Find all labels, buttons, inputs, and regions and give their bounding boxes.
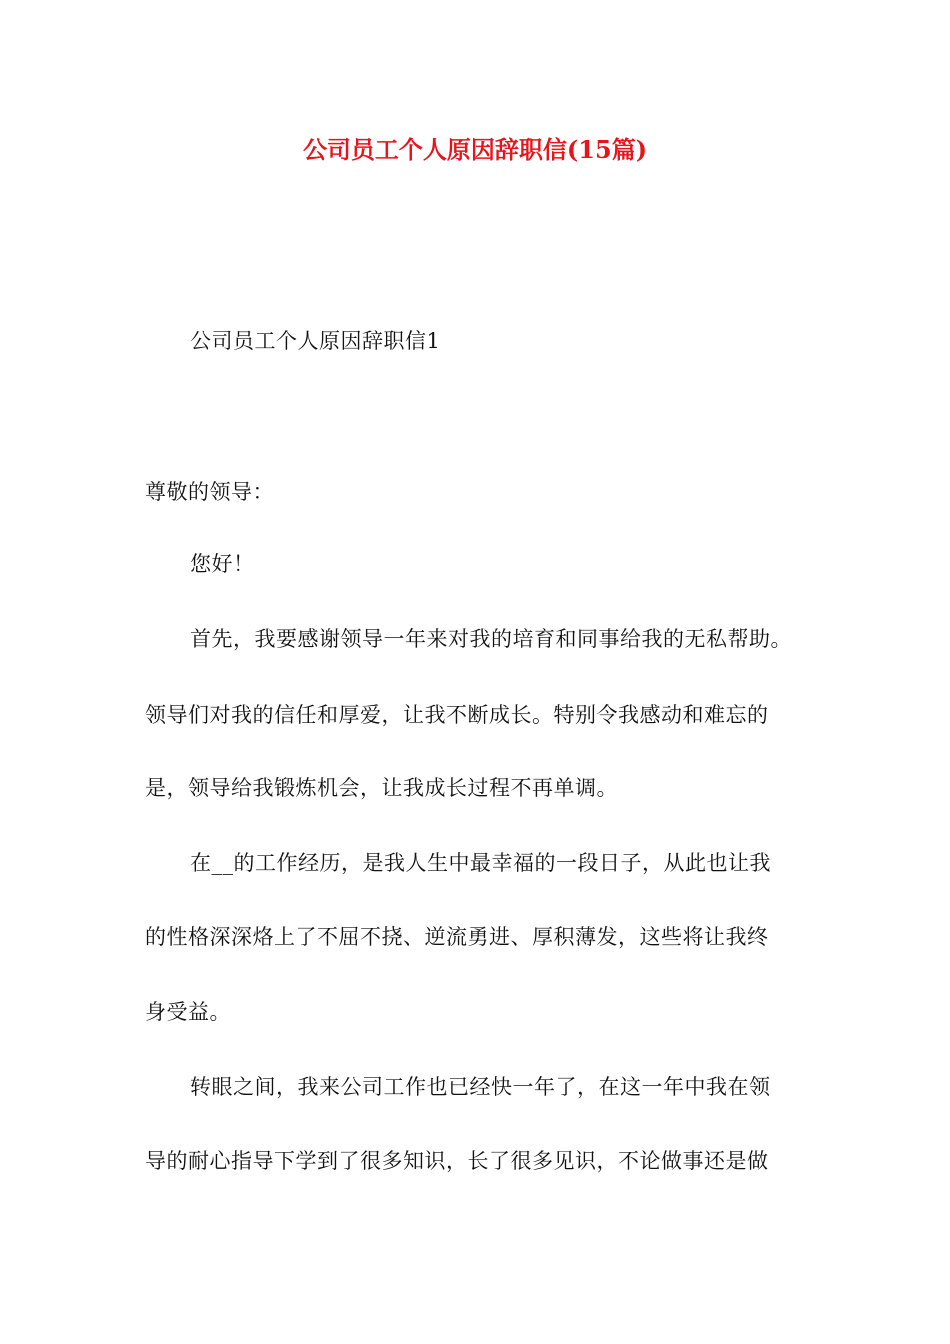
paragraph-line: 首先，我要感谢领导一年来对我的培育和同事给我的无私帮助。 <box>190 627 792 651</box>
section-heading: 公司员工个人原因辞职信1 <box>190 329 441 353</box>
paragraph-line: 转眼之间，我来公司工作也已经快一年了，在这一年中我在领 <box>190 1075 771 1099</box>
paragraph-line: 身受益。 <box>145 1000 231 1024</box>
greeting: 您好！ <box>190 552 255 576</box>
paragraph-line: 的性格深深烙上了不屈不挠、逆流勇进、厚积薄发，这些将让我终 <box>145 925 769 949</box>
salutation: 尊敬的领导： <box>145 480 274 504</box>
document-title: 公司员工个人原因辞职信(15篇) <box>302 135 648 164</box>
paragraph-line: 在__的工作经历，是我人生中最幸福的一段日子，从此也让我 <box>190 851 771 875</box>
paragraph-line: 领导们对我的信任和厚爱，让我不断成长。特别令我感动和难忘的 <box>145 703 769 727</box>
paragraph-line: 导的耐心指导下学到了很多知识，长了很多见识，不论做事还是做 <box>145 1149 769 1173</box>
paragraph-line: 是，领导给我锻炼机会，让我成长过程不再单调。 <box>145 776 618 800</box>
